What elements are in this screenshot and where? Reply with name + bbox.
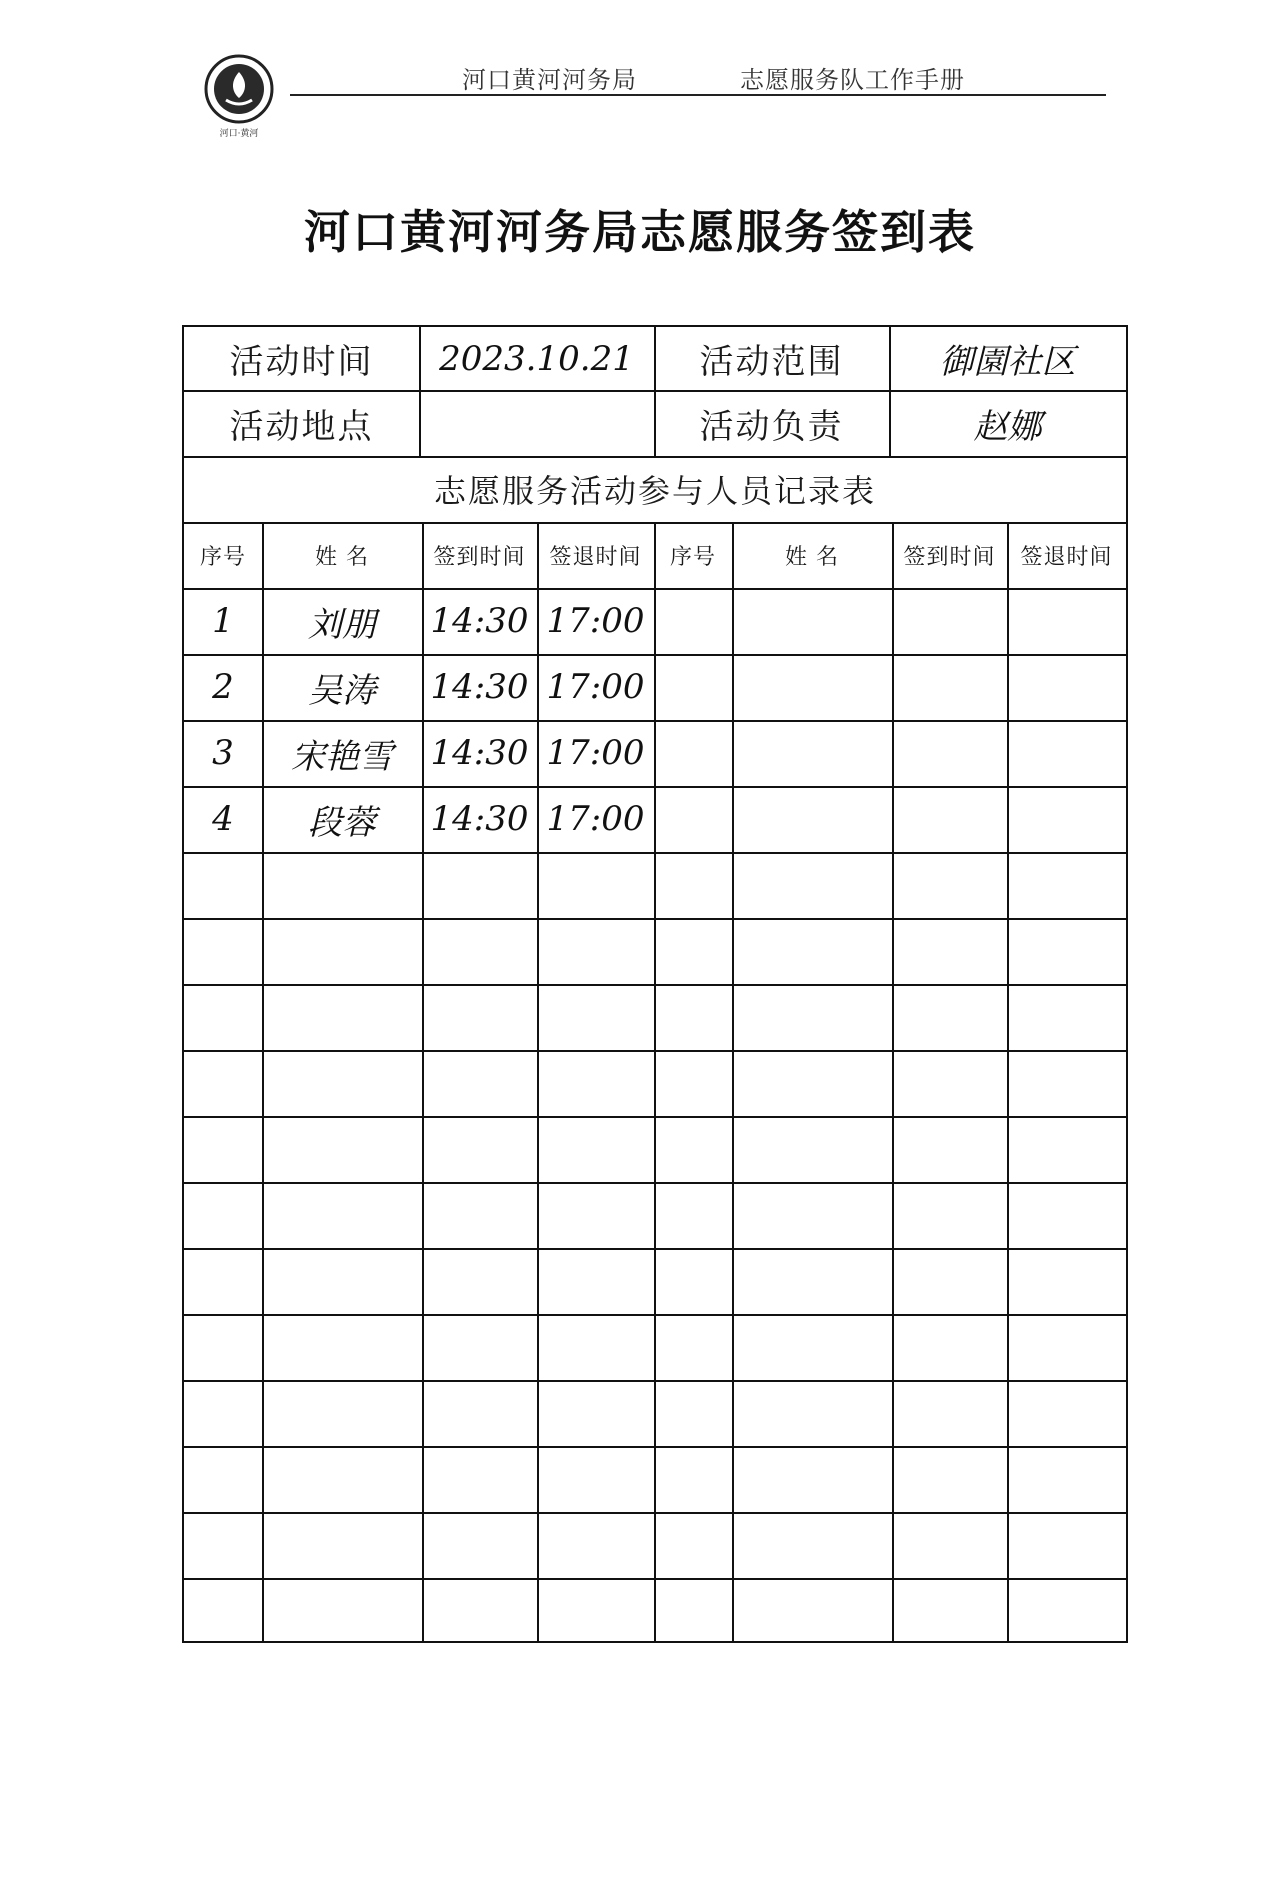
row-3-name: 宋艳雪 xyxy=(291,736,393,777)
record-table-title: 志愿服务活动参与人员记录表 xyxy=(433,472,876,510)
logo-text: 河口·黄河 xyxy=(219,129,259,138)
row-2-sign-in: 14:30 xyxy=(430,667,529,707)
header-handbook: 志愿服务队工作手册 xyxy=(740,66,965,94)
row-1-name: 刘朋 xyxy=(308,604,376,645)
activity-scope-label: 活动范围 xyxy=(699,342,844,382)
activity-place-value xyxy=(419,390,654,456)
row-1-sign-in: 14:30 xyxy=(430,601,529,641)
col-divider xyxy=(1007,522,1009,1643)
col-header-sign-out: 签退时间 xyxy=(549,544,642,570)
page-title: 河口黄河河务局志愿服务签到表 xyxy=(304,205,976,259)
col-header-no-2: 序号 xyxy=(669,544,716,570)
row-2-name: 吴涛 xyxy=(308,670,376,711)
row-1-sign-out: 17:00 xyxy=(546,601,645,641)
row-4-sign-out: 17:00 xyxy=(546,799,645,839)
row-4-sign-in: 14:30 xyxy=(430,799,529,839)
header-org: 河口黄河河务局 xyxy=(462,66,637,94)
row-1-no: 1 xyxy=(212,601,234,641)
activity-owner-value: 赵娜 xyxy=(973,406,1042,447)
col-divider xyxy=(732,522,734,1643)
activity-time-label: 活动时间 xyxy=(229,342,374,382)
row-2-no: 2 xyxy=(212,667,234,707)
activity-scope-value: 御園社区 xyxy=(939,342,1076,382)
bureau-logo xyxy=(202,52,276,138)
col-header-name-2: 姓 名 xyxy=(785,544,839,570)
row-3-sign-out: 17:00 xyxy=(546,733,645,773)
col-header-name: 姓 名 xyxy=(315,544,369,570)
header-divider xyxy=(290,94,1106,96)
row-3-no: 3 xyxy=(212,733,234,773)
row-2-sign-out: 17:00 xyxy=(546,667,645,707)
col-header-no: 序号 xyxy=(199,544,246,570)
row-4-name: 段蓉 xyxy=(308,802,376,843)
col-header-sign-in-2: 签到时间 xyxy=(903,544,996,570)
col-divider xyxy=(654,522,656,1643)
sign-in-table xyxy=(182,325,1128,1643)
activity-time-value: 2023.10.21 xyxy=(439,338,634,379)
col-divider xyxy=(892,522,894,1643)
activity-owner-label: 活动负责 xyxy=(699,406,844,447)
row-4-no: 4 xyxy=(212,799,234,839)
activity-place-label: 活动地点 xyxy=(229,406,374,447)
col-header-sign-in: 签到时间 xyxy=(433,544,526,570)
row-3-sign-in: 14:30 xyxy=(430,733,529,773)
col-header-sign-out-2: 签退时间 xyxy=(1020,544,1113,570)
